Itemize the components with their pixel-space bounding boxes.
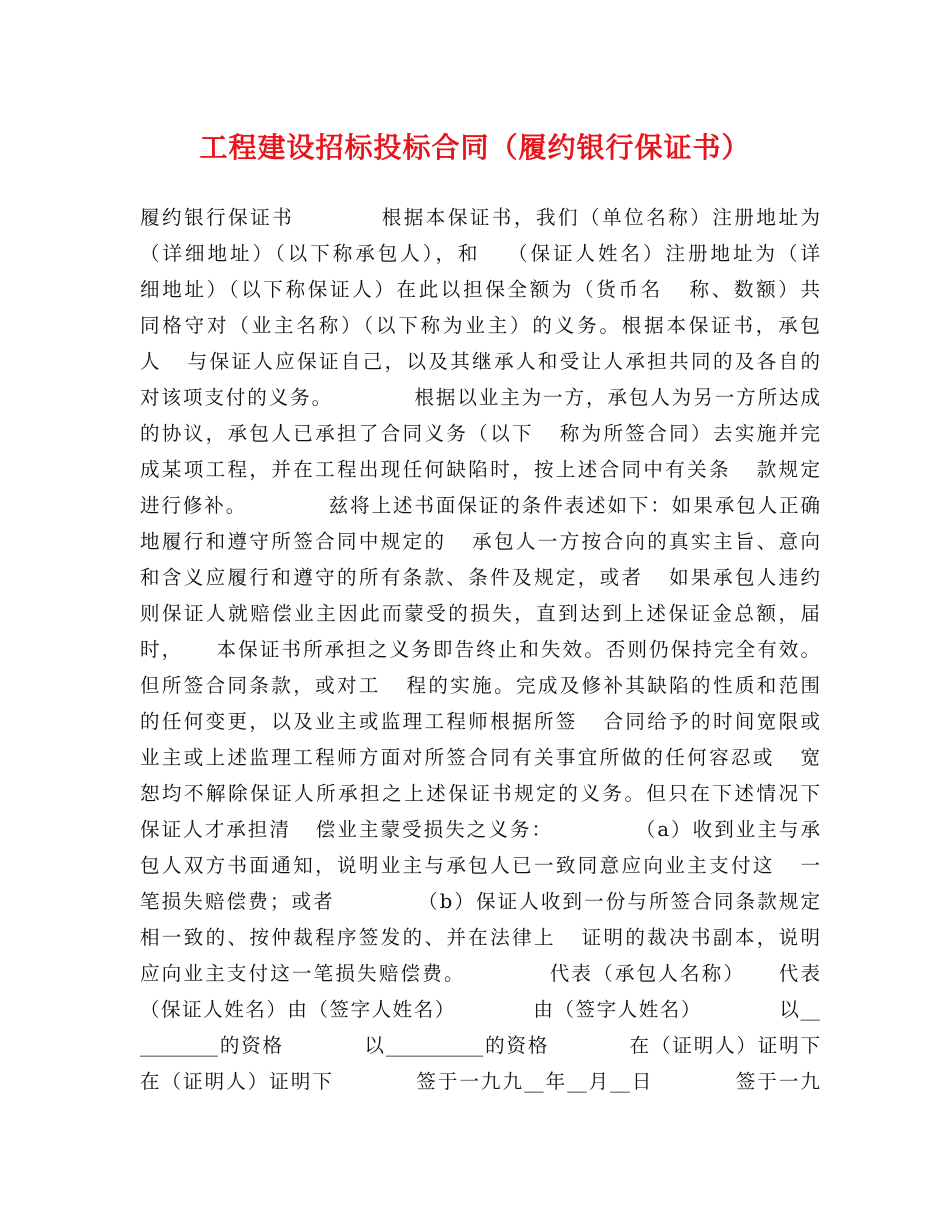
- document-title: 工程建设招标投标合同（履约银行保证书）: [199, 131, 751, 164]
- body-line-25: 在（证明人）证明下 签于一九九__年__月__日 签于一九: [140, 1070, 820, 1093]
- body-line-12: 则保证人就赔偿业主因此而蒙受的损失，直到达到上述保证金总额，届: [140, 602, 820, 625]
- body-line-2: （详细地址）（以下称承包人），和 （保证人姓名）注册地址为（详: [140, 242, 820, 265]
- body-line-7: 的协议，承包人已承担了合同义务（以下 称为所签合同）去实施并完: [140, 422, 820, 445]
- body-line-14: 但所签合同条款，或对工 程的实施。完成及修补其缺陷的性质和范围: [140, 674, 820, 697]
- body-line-21: 相一致的、按仲裁程序签发的、并在法律上 证明的裁决书副本，说明: [140, 926, 820, 949]
- body-line-17: 恕均不解除保证人所承担之上述保证书规定的义务。但只在下述情况下: [140, 782, 820, 805]
- body-line-16: 业主或上述监理工程师方面对所签合同有关事宜所做的任何容忍或 宽: [140, 746, 820, 769]
- body-line-5: 人 与保证人应保证自己，以及其继承人和受让人承担共同的及各自的: [140, 350, 820, 373]
- body-line-22: 应向业主支付这一笔损失赔偿费。 代表（承包人名称） 代表: [140, 962, 820, 985]
- body-line-6: 对该项支付的义务。 根据以业主为一方，承包人为另一方所达成: [140, 386, 820, 409]
- body-line-23: （保证人姓名）由（签字人姓名） 由（签字人姓名） 以__: [140, 998, 820, 1021]
- body-line-19: 包人双方书面通知，说明业主与承包人已一致同意应向业主支付这 一: [140, 854, 820, 877]
- body-line-18: 保证人才承担清 偿业主蒙受损失之义务： （a）收到业主与承: [140, 818, 820, 841]
- body-line-24: ________的资格 以__________的资格 在（证明人）证明下: [140, 1034, 820, 1057]
- body-line-11: 和含义应履行和遵守的所有条款、条件及规定，或者 如果承包人违约: [140, 566, 820, 589]
- body-line-3: 细地址）（以下称保证人）在此以担保全额为（货币名 称、数额）共: [140, 278, 820, 301]
- body-line-20: 笔损失赔偿费；或者 （b）保证人收到一份与所签合同条款规定: [140, 890, 820, 913]
- body-line-8: 成某项工程，并在工程出现任何缺陷时，按上述合同中有关条 款规定: [140, 458, 820, 481]
- body-line-9: 进行修补。 兹将上述书面保证的条件表述如下：如果承包人正确: [140, 494, 820, 517]
- body-line-15: 的任何变更，以及业主或监理工程师根据所签 合同给予的时间宽限或: [140, 710, 820, 733]
- body-line-1: 履约银行保证书 根据本保证书，我们（单位名称）注册地址为: [140, 206, 820, 229]
- body-line-4: 同格守对（业主名称）（以下称为业主）的义务。根据本保证书，承包: [140, 314, 820, 337]
- body-line-10: 地履行和遵守所签合同中规定的 承包人一方按合向的真实主旨、意向: [140, 530, 820, 553]
- body-line-13: 时， 本保证书所承担之义务即告终止和失效。否则仍保持完全有效。: [140, 638, 820, 661]
- document-body: [140, 200, 820, 1100]
